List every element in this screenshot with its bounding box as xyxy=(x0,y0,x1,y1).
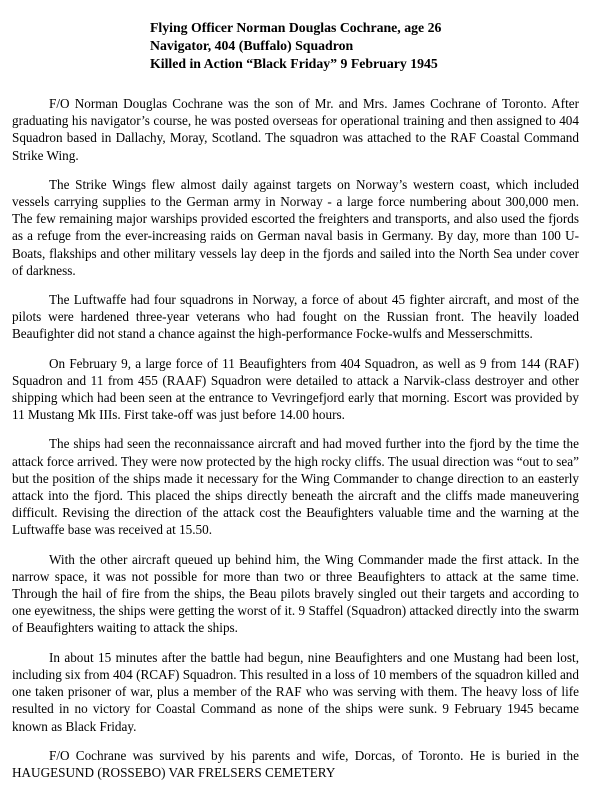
document-title-block xyxy=(150,0,590,73)
paragraph-losses: In about 15 minutes after the battle had begun, nine Beaufighters and one Mustang had been lost, including six from 404 (RCAF) Squadron. This resulted in a loss of 10 members of the squadron killed and one taken prisoner of war, plus a member of the RAF who was serving with them. The heavy loss of life resulted in no victory for Coastal Command as none of the ships were sunk. 9 February 1945 became known as Black Friday. xyxy=(12,649,579,734)
paragraph-strike-wings: The Strike Wings flew almost daily against targets on Norway’s western coast, which included vessels carrying supplies to the German army in Norway - a large force numbering about 300,000 men. The few remaining major warships provided escorted the freighters and transports, and also used the fjords as a refuge from the ever-increasing raids on German naval basis in Germany. By day, more than 100 U-Boats, flakships and other military vessels lay deep in the fjords and sailed into the North Sea under cover of darkness. xyxy=(12,176,579,278)
paragraph-luftwaffe: The Luftwaffe had four squadrons in Norway, a force of about 45 fighter aircraft, and most of the pilots were hardened three-year veterans who had fought on the Russian front. The heavily loaded Beaufighter did not stand a chance against the high-performance Focke-wulfs and Messerschmitts. xyxy=(12,292,579,342)
paragraph-intro: F/O Norman Douglas Cochrane was the son of Mr. and Mrs. James Cochrane of Toronto. After graduating his navigator’s course, he was posted overseas for operational training and then assigned to 404 Squadron based in Dallachy, Moray, Scotland. The squadron was attached to the RAF Coastal Command Strike Wing. xyxy=(12,96,579,163)
paragraph-survivors-burial: F/O Cochrane was survived by his parents and wife, Dorcas, of Toronto. He is buried in the HAUGESUND (ROSSEBO) VAR FRELSERS CEMETERY xyxy=(12,747,579,780)
paragraph-february-9-mission: On February 9, a large force of 11 Beaufighters from 404 Squadron, as well as 9 from 144 (RAF) Squadron and 11 from 455 (RAAF) Squadron were detailed to attack a Narvik-class destroyer and other shipping which had been seen at the entrance to Vevringefjord early that morning. Escort was provided by 11 Mustang Mk IIIs. First take-off was just before 14.00 hours. xyxy=(12,355,579,423)
paragraph-ships-moved: The ships had seen the reconnaissance aircraft and had moved further into the fjord by the time the attack force arrived. They were now protected by the high rocky cliffs. The usual direction was “out to sea” but the position of the ships made it necessary for the Wing Commander to change direction to an easterly attack into the fjord. This placed the ships directly beneath the aircraft and the cliffs made maneuvering difficult. Revising the direction of the attack cost the Beaufighters valuable time and the warning at the Luftwaffe base was received at 15.50. xyxy=(12,436,579,538)
title-line-killed-in-action: Killed in Action “Black Friday” 9 February 1945 xyxy=(150,56,438,71)
title-line-name-age: Flying Officer Norman Douglas Cochrane, age 26 xyxy=(150,20,442,35)
paragraph-first-attack: With the other aircraft queued up behind him, the Wing Commander made the first attack. In the narrow space, it was not possible for more than two or three Beaufighters to attack at the same time. Through the hail of fire from the ships, the Beau pilots bravely singled out their targets and according to one eyewitness, the ships were getting the worst of it. 9 Staffel (Squadron) attacked directly into the swarm of Beaufighters waiting to attack the ships. xyxy=(12,551,579,636)
document-body xyxy=(12,95,579,781)
title-line-role-squadron: Navigator, 404 (Buffalo) Squadron xyxy=(150,38,354,53)
